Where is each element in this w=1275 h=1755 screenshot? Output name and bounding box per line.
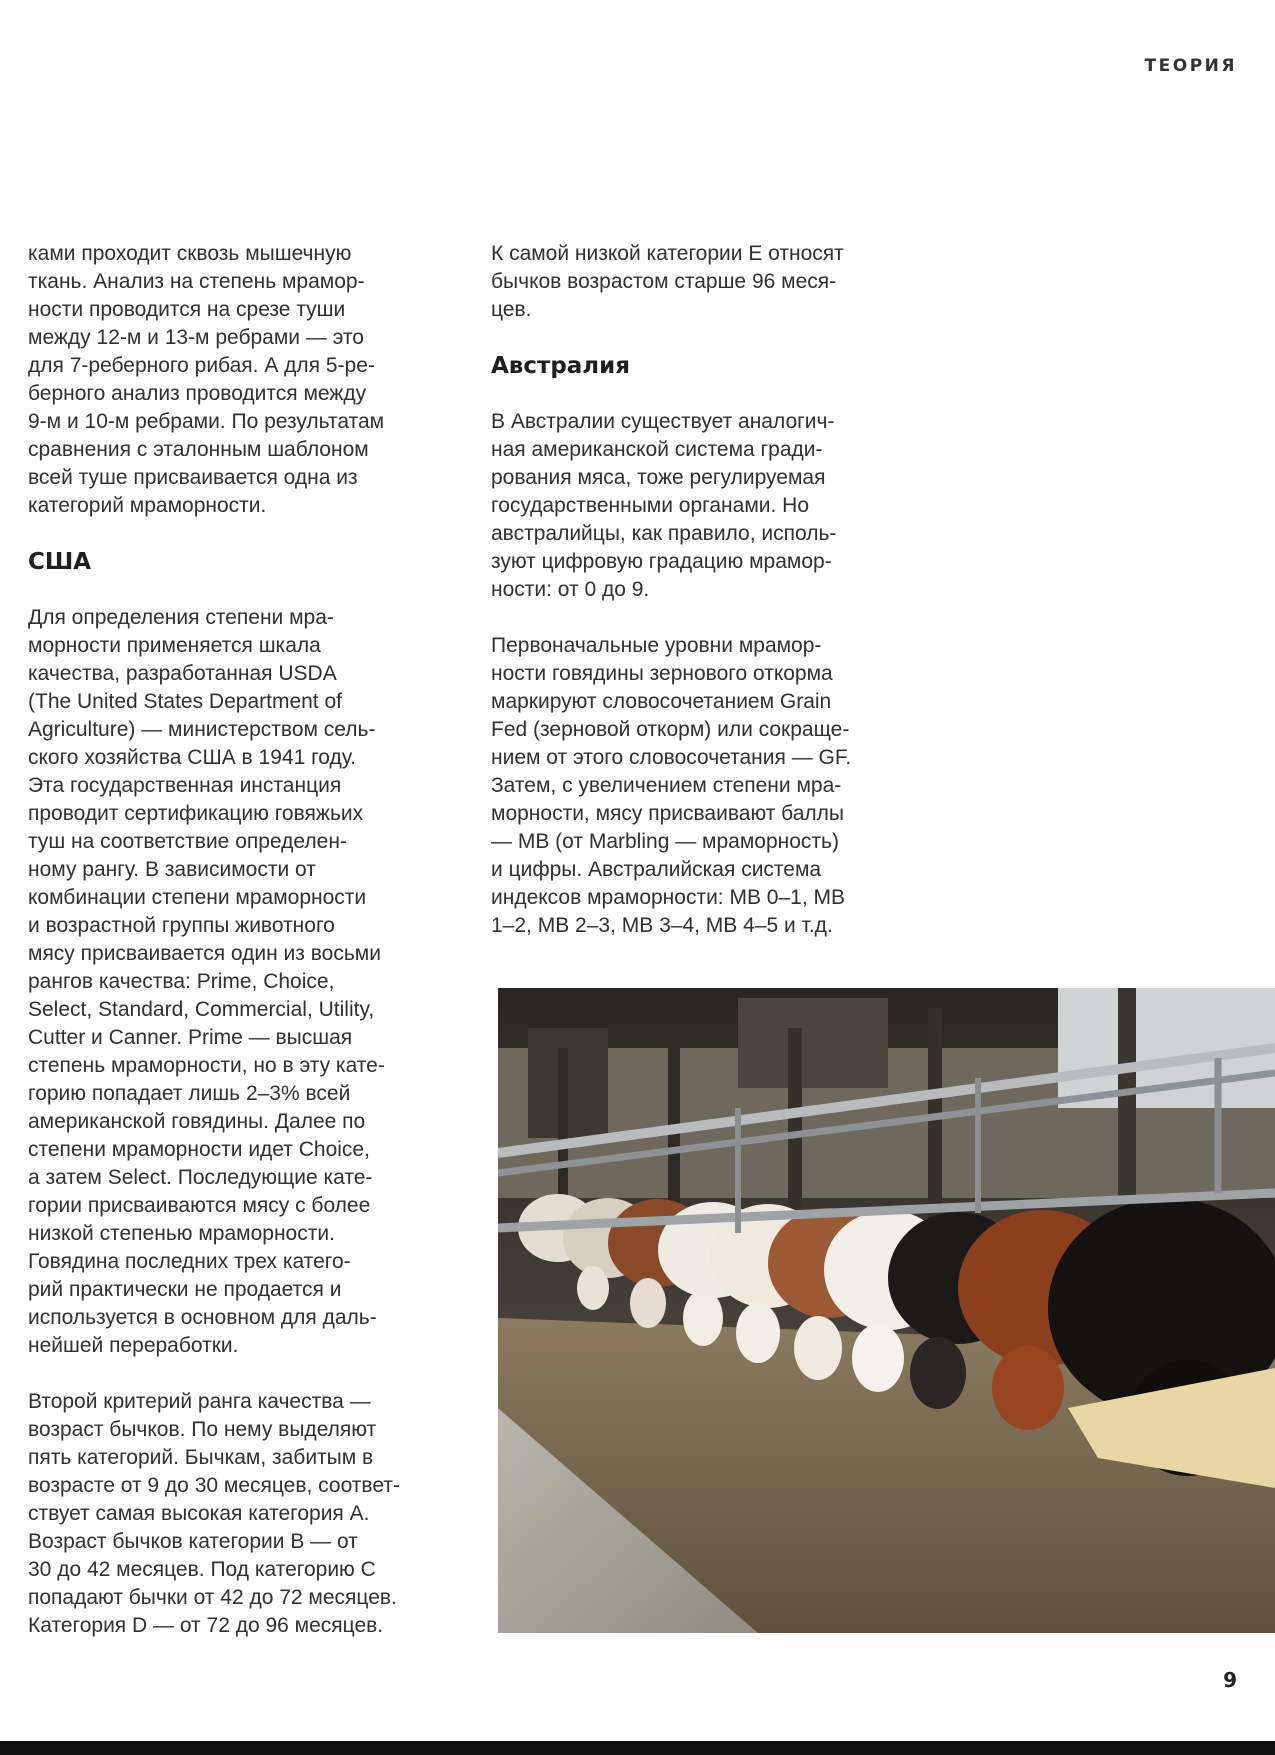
paragraph: В Австралии существует аналогич- ная американской система гради- рования мяса, тоже регулируемая государственными органами. Но австралийцы, как правило, исполь- зуют цифровую градацию мрамор- ности: от 0 до 9. <box>491 410 837 601</box>
bottom-edge-bar <box>0 1741 1275 1755</box>
cattle-feeding-photo <box>498 988 1275 1633</box>
paragraph: Первоначальные уровни мрамор- ности говядины зернового откорма маркируют словосочетанием Grain Fed (зерновой откорм) или сокраще- нием от этого словосочетания — GF. Затем, с увеличением степени мра- морности, мясу присваивают баллы — MB (от Marbling — мраморность) и цифры. Австралийская система индексов мраморности: MB 0–1, MB 1–2, MB 2–3, MB 3–4, MB 4–5 и т.д. <box>491 634 852 937</box>
left-column <box>28 240 468 1668</box>
heading-australia: Австралия <box>491 353 631 379</box>
cattle-photo-illustration <box>498 988 1275 1633</box>
right-column <box>491 240 931 968</box>
paragraph: Для определения степени мра- морности применяется шкала качества, разработанная USDA (The United States Department of Agriculture) — министерством сель- ского хозяйства США в 1941 году. Эта государственная инстанция проводит сертификацию говяжьих туш на соответствие определен- ному рангу. В зависимости от комбинации степени мраморности и возрастной группы животного мясу присваивается один из восьми рангов качества: Prime, Choice, Select, Standard, Commercial, Utility, Cutter и Canner. Prime — высшая степень мраморности, но в эту кате- горию попадает лишь 2–3% всей американской говядины. Далее по степени мраморности идет Choice, а затем Select. Последующие кате- гории присваиваются мясу с более низкой степенью мраморности. Говядина последних трех катего- рий практически не продается и используется в основном для даль- нейшей переработки. <box>28 606 385 1357</box>
paragraph: ками проходит сквозь мышечную ткань. Анализ на степень мрамор- ности проводится на срезе туши между 12-м и 13-м ребрами — это для 7-реберного рибая. А для 5-ре- берного анализ проводится между 9-м и 10-м ребрами. По результатам сравнения с эталонным шаблоном всей туше присваивается одна из категорий мраморности. <box>28 242 385 517</box>
heading-usa: США <box>28 549 92 575</box>
page-number: 9 <box>1223 1668 1237 1692</box>
paragraph: Второй критерий ранга качества — возраст бычков. По нему выделяют пять категорий. Бычкам, забитым в возрасте от 9 до 30 месяцев, соответ- ствует самая высокая категория А. Возраст бычков категории В — от 30 до 42 месяцев. Под категорию С попадают бычки от 42 до 72 месяцев. Категория D — от 72 до 96 месяцев. <box>28 1390 400 1637</box>
section-label: ТЕОРИЯ <box>1144 56 1237 76</box>
paragraph: К самой низкой категории Е относят бычков возрастом старше 96 меся- цев. <box>491 242 844 321</box>
